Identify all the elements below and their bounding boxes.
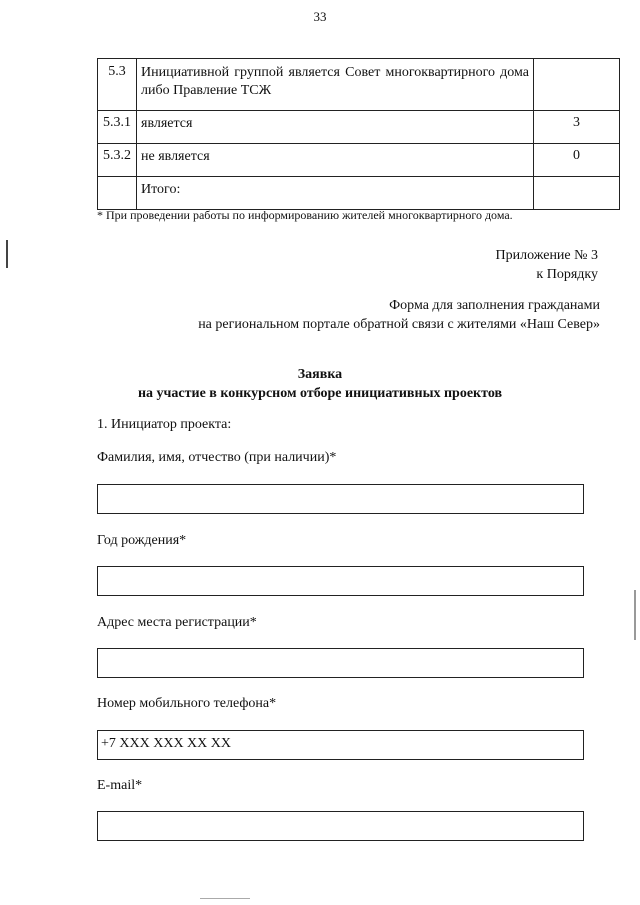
page-number: 33 <box>313 9 327 24</box>
section-heading: 1. Инициатор проекта: <box>97 417 232 432</box>
scan-artifact <box>634 590 636 640</box>
table-row <box>98 144 620 177</box>
row-score: 0 <box>534 144 620 177</box>
table-row <box>98 59 620 111</box>
row-description: Итого: <box>137 177 534 210</box>
title-line-1: Заявка <box>297 367 343 382</box>
title-line-2: на участие в конкурсном отборе инициативных проектов <box>137 386 503 401</box>
scan-artifact <box>6 240 8 268</box>
row-score <box>534 59 620 111</box>
footnote: * При проведении работы по информированию жителей многоквартирного дома. <box>97 208 513 222</box>
annex-line-1: Приложение № 3 <box>495 248 598 263</box>
row-description: не является <box>137 144 534 177</box>
phone-label: Номер мобильного телефона* <box>97 696 277 711</box>
form-note-line-2: на региональном портале обратной связи с жителями «Наш Север» <box>198 317 600 332</box>
form-note <box>198 296 600 334</box>
address-label: Адрес места регистрации* <box>97 615 257 630</box>
table-row <box>98 111 620 144</box>
birth-year-label: Год рождения* <box>97 533 187 548</box>
scan-artifact <box>200 898 250 899</box>
table-row <box>98 177 620 210</box>
email-field[interactable] <box>97 811 584 841</box>
row-description: Инициативной группой является Совет многоквартирного дома либо Правление ТСЖ <box>137 59 534 111</box>
form-note-line-1: Форма для заполнения гражданами <box>389 298 600 313</box>
row-number <box>98 177 137 210</box>
full-name-field[interactable] <box>97 484 584 514</box>
annex-line-2: к Порядку <box>536 267 598 282</box>
birth-year-field[interactable] <box>97 566 584 596</box>
row-number: 5.3.1 <box>98 111 137 144</box>
row-number: 5.3.2 <box>98 144 137 177</box>
row-number: 5.3 <box>98 59 137 111</box>
full-name-label: Фамилия, имя, отчество (при наличии)* <box>97 450 337 465</box>
document-title <box>0 365 640 403</box>
row-score <box>534 177 620 210</box>
address-field[interactable] <box>97 648 584 678</box>
email-label: E-mail* <box>97 778 143 793</box>
annex-reference <box>496 246 599 284</box>
criteria-table <box>97 58 620 210</box>
phone-field[interactable]: +7 XXX XXX XX XX <box>97 730 584 760</box>
row-description: является <box>137 111 534 144</box>
row-score: 3 <box>534 111 620 144</box>
